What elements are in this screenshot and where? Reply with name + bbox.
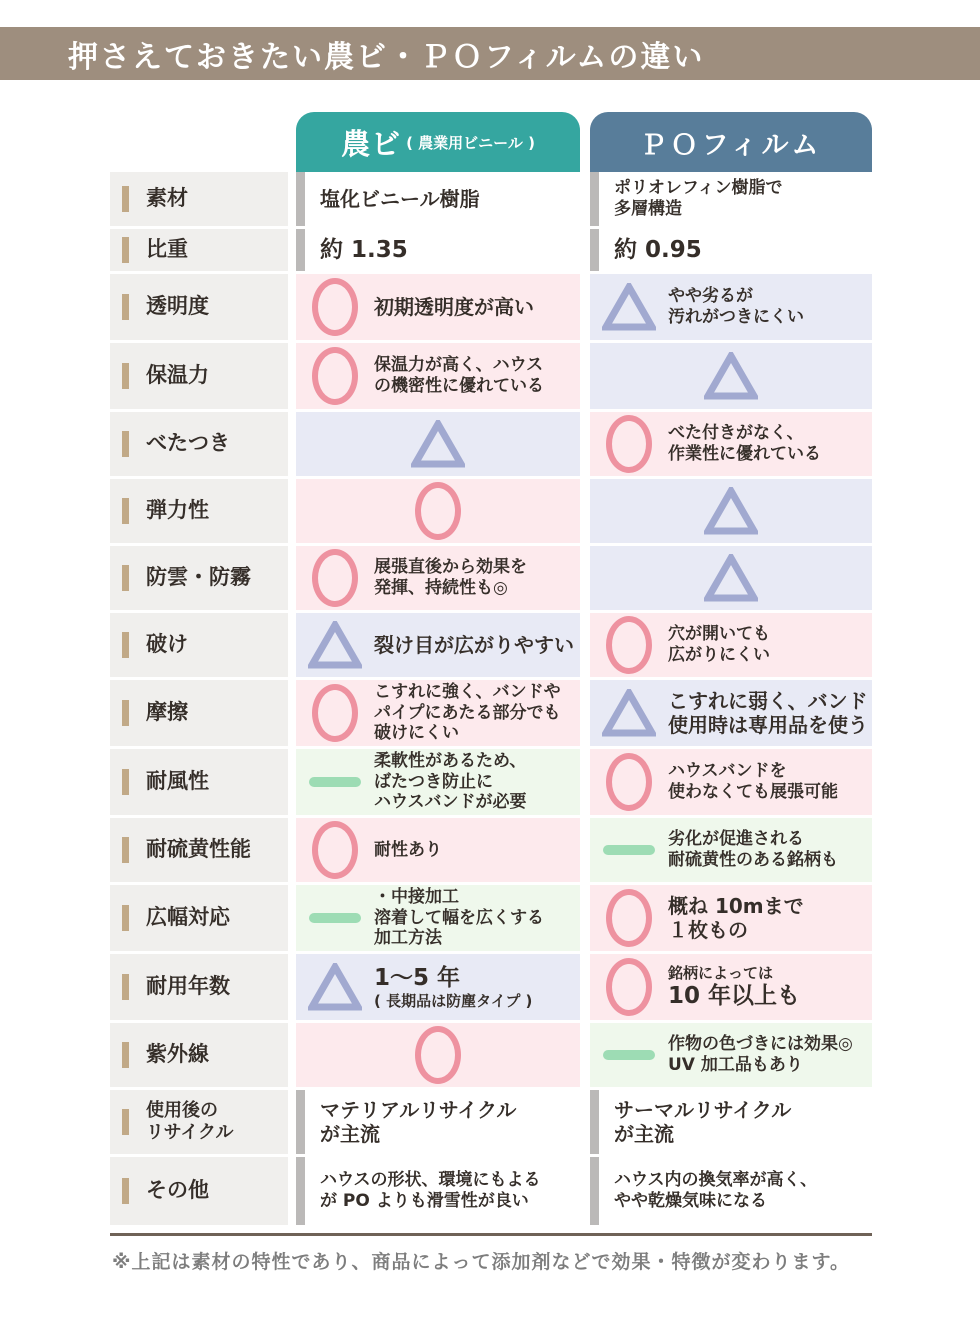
cell-po — [590, 412, 872, 476]
table-row — [110, 1157, 872, 1225]
cell-accent-bar — [590, 1157, 599, 1225]
dash-icon — [308, 913, 362, 923]
table-row — [110, 343, 872, 409]
cell-po — [590, 172, 872, 226]
circle-icon — [602, 415, 656, 473]
row-label-line: べたつき — [146, 431, 230, 456]
label-accent-bar — [122, 1042, 129, 1068]
cell-nobi — [296, 1157, 580, 1225]
cell-po — [590, 1090, 872, 1154]
cell-text — [374, 751, 527, 813]
row-label — [110, 1090, 288, 1154]
cell-text-line: やや乾燥気味になる — [614, 1191, 767, 1211]
tab-nobi-sublabel: ( 農業用ビニール ) — [406, 133, 535, 152]
cell-text-line: 約 1.35 — [320, 236, 408, 263]
circle-glyph — [606, 958, 652, 1016]
row-label-text — [146, 237, 188, 262]
cell-text — [668, 964, 800, 1010]
circle-glyph — [312, 278, 358, 336]
cell-po — [590, 343, 872, 409]
cell-text — [374, 840, 442, 861]
cell-po — [590, 229, 872, 271]
cell-text-line: 劣化が促進される — [668, 829, 804, 850]
cell-nobi — [296, 229, 580, 271]
cell-text-line: 作業性に優れている — [668, 444, 821, 464]
row-label-line: 弾力性 — [146, 498, 209, 523]
cell-text — [374, 295, 534, 319]
cell-nobi — [296, 412, 580, 476]
label-accent-bar — [122, 186, 129, 212]
cell-text-line: ハウスの形状、環境にもよる — [320, 1170, 541, 1191]
cell-text-line: サーマルリサイクル — [614, 1097, 792, 1122]
circle-icon — [602, 958, 656, 1016]
cell-text — [668, 624, 770, 665]
table-row — [110, 274, 872, 340]
circle-icon — [308, 821, 362, 879]
circle-icon — [308, 347, 362, 405]
cell-text-line: の機密性に優れている — [374, 376, 544, 396]
label-accent-bar — [122, 1178, 129, 1204]
label-accent-bar — [122, 905, 129, 931]
cell-po — [590, 479, 872, 543]
cell-nobi — [296, 1090, 580, 1154]
table-row — [110, 172, 872, 226]
cell-text — [374, 682, 561, 744]
row-label-text — [146, 186, 188, 211]
dash-glyph — [603, 1050, 655, 1060]
dash-glyph — [309, 913, 361, 923]
cell-text — [668, 423, 821, 464]
tab-po-label: ＰＯフィルム — [639, 129, 823, 161]
table-row — [110, 479, 872, 543]
dash-icon — [602, 845, 656, 855]
cell-nobi — [296, 680, 580, 746]
circle-glyph — [415, 1026, 461, 1084]
table-row — [110, 818, 872, 882]
cell-text — [374, 887, 544, 949]
row-label — [110, 274, 288, 340]
table-row — [110, 749, 872, 815]
label-accent-bar — [122, 363, 129, 389]
triangle-icon — [308, 621, 362, 669]
row-label — [110, 229, 288, 271]
cell-accent-bar — [590, 229, 599, 271]
cell-text-line: ハウス内の換気率が高く、 — [614, 1170, 818, 1191]
table-row — [110, 680, 872, 746]
row-label-line: 比重 — [146, 237, 188, 262]
cell-po — [590, 749, 872, 815]
circle-glyph — [606, 889, 652, 947]
cell-po — [590, 680, 872, 746]
cell-accent-bar — [296, 229, 305, 271]
tab-nobi — [296, 112, 580, 172]
circle-icon — [411, 1026, 465, 1084]
cell-po — [590, 546, 872, 610]
row-label-text — [146, 565, 251, 590]
cell-text-line: が主流 — [614, 1122, 674, 1146]
column-headers — [296, 112, 980, 172]
row-label-text — [146, 294, 209, 319]
cell-text-line: やや劣るが — [668, 286, 753, 307]
dash-glyph — [603, 845, 655, 855]
cell-po — [590, 818, 872, 882]
cell-text-line: 銘柄によっては — [668, 963, 774, 982]
cell-text — [374, 633, 574, 657]
cell-text-line: が主流 — [320, 1122, 380, 1146]
cell-text-line: 保温力が高く、ハウス — [374, 355, 544, 376]
row-label-line: 透明度 — [146, 294, 209, 319]
dash-icon — [602, 1050, 656, 1060]
row-label — [110, 172, 288, 226]
cell-text-line: マテリアルリサイクル — [320, 1097, 517, 1122]
cell-text — [668, 689, 868, 738]
table-row — [110, 412, 872, 476]
cell-po — [590, 274, 872, 340]
cell-text-line: 破けにくい — [374, 723, 459, 744]
row-label-line: 保温力 — [146, 363, 209, 388]
cell-nobi — [296, 1023, 580, 1087]
cell-text — [614, 236, 702, 264]
row-label-text — [146, 1178, 209, 1203]
row-label — [110, 885, 288, 951]
table-row — [110, 546, 872, 610]
cell-text — [668, 894, 804, 943]
tab-po — [590, 112, 872, 172]
table-row — [110, 1023, 872, 1087]
cell-text — [374, 557, 527, 598]
circle-icon — [308, 684, 362, 742]
cell-text-line: こすれに弱く、バンド — [668, 688, 868, 713]
row-label-text — [146, 700, 188, 725]
cell-text-line: べた付きがなく、 — [668, 423, 804, 444]
row-label-text — [146, 363, 209, 388]
cell-text-line: 溶着して幅を広くする — [374, 907, 544, 928]
cell-text-line: 10 年以上も — [668, 983, 801, 1010]
cell-text-line: 約 0.95 — [614, 236, 702, 263]
comparison-table — [110, 172, 872, 1225]
row-label — [110, 749, 288, 815]
row-label — [110, 680, 288, 746]
label-accent-bar — [122, 1109, 129, 1135]
row-label — [110, 343, 288, 409]
cell-po — [590, 1023, 872, 1087]
cell-text — [668, 286, 804, 327]
cell-text-line: 加工方法 — [374, 928, 442, 949]
cell-text-line: 裂け目が広がりやすい — [374, 632, 574, 657]
circle-glyph — [415, 482, 461, 540]
cell-nobi — [296, 172, 580, 226]
cell-text-line: UV 加工品もあり — [668, 1055, 803, 1075]
row-label-text — [146, 632, 188, 657]
row-label-line: 耐風性 — [146, 769, 209, 794]
cell-text-line: 使わなくても展張可能 — [668, 782, 838, 802]
row-label — [110, 954, 288, 1020]
triangle-icon — [411, 420, 465, 468]
row-label-line: 紫外線 — [146, 1042, 209, 1067]
triangle-icon — [704, 352, 758, 400]
table-row — [110, 229, 872, 271]
cell-po — [590, 954, 872, 1020]
row-label — [110, 546, 288, 610]
footnote: ※上記は素材の特性であり、商品によって添加剤などで効果・特徴が変わります。 — [112, 1251, 850, 1273]
cell-nobi — [296, 274, 580, 340]
cell-text-line: 広がりにくい — [668, 645, 770, 665]
cell-text-line: が PO よりも滑雪性が良い — [320, 1191, 529, 1211]
circle-icon — [602, 616, 656, 674]
cell-po — [590, 885, 872, 951]
row-label-text — [146, 837, 251, 862]
cell-nobi — [296, 818, 580, 882]
cell-nobi — [296, 885, 580, 951]
cell-text-line: 展張直後から効果を — [374, 557, 527, 578]
label-accent-bar — [122, 837, 129, 863]
cell-nobi — [296, 546, 580, 610]
circle-icon — [308, 549, 362, 607]
cell-text — [320, 1170, 541, 1211]
cell-text-line: 耐性あり — [374, 839, 442, 860]
label-accent-bar — [122, 498, 129, 524]
cell-text-line: 発揮、持続性も◎ — [374, 578, 508, 598]
row-label-line: 耐用年数 — [146, 974, 230, 999]
row-label-text — [146, 974, 230, 999]
cell-text — [374, 964, 532, 1010]
row-label-line: 破け — [146, 632, 188, 657]
tab-nobi-label: 農ビ — [341, 126, 402, 161]
table-row — [110, 885, 872, 951]
cell-text-line: 穴が開いても — [668, 624, 770, 645]
row-label-line: 耐硫黄性能 — [146, 837, 251, 862]
row-label — [110, 479, 288, 543]
cell-nobi — [296, 343, 580, 409]
cell-po — [590, 1157, 872, 1225]
row-label-text — [146, 905, 230, 930]
row-label-line: その他 — [146, 1178, 209, 1203]
triangle-icon — [308, 963, 362, 1011]
cell-text-line: ポリオレフィン樹脂で — [614, 178, 783, 199]
cell-text-line: 塩化ビニール樹脂 — [320, 186, 480, 211]
circle-icon — [411, 482, 465, 540]
row-label — [110, 1157, 288, 1225]
cell-text — [374, 355, 544, 396]
circle-icon — [602, 889, 656, 947]
cell-text-line: ハウスバンドが必要 — [374, 792, 527, 813]
cell-accent-bar — [296, 1090, 305, 1154]
label-accent-bar — [122, 700, 129, 726]
row-label-line: 素材 — [146, 186, 188, 211]
cell-text — [614, 178, 782, 219]
row-label — [110, 1023, 288, 1087]
page-title: 押さえておきたい農ビ・ＰＯフィルムの違い — [68, 39, 705, 75]
cell-accent-bar — [296, 172, 305, 226]
label-accent-bar — [122, 974, 129, 1000]
triangle-icon — [602, 283, 656, 331]
cell-text-line: パイプにあたる部分でも — [374, 702, 561, 723]
row-label-line: 防雲・防霧 — [146, 565, 251, 590]
circle-glyph — [312, 347, 358, 405]
circle-glyph — [606, 753, 652, 811]
row-label — [110, 613, 288, 677]
cell-text-line: 多層構造 — [614, 199, 682, 219]
cell-text-line: 1～5 年 — [374, 964, 461, 991]
cell-text-line: 汚れがつきにくい — [668, 307, 804, 327]
circle-glyph — [312, 684, 358, 742]
cell-nobi — [296, 479, 580, 543]
table-row — [110, 613, 872, 677]
cell-text-line: ( 長期品は防塵タイプ ) — [374, 991, 533, 1010]
cell-text — [614, 1098, 791, 1147]
circle-glyph — [606, 616, 652, 674]
dash-glyph — [309, 777, 361, 787]
circle-glyph — [312, 549, 358, 607]
row-label-text — [146, 1100, 233, 1143]
triangle-icon — [704, 487, 758, 535]
label-accent-bar — [122, 632, 129, 658]
cell-accent-bar — [296, 1157, 305, 1225]
cell-text-line: 作物の色づきには効果◎ — [668, 1034, 853, 1055]
cell-text — [668, 761, 838, 802]
cell-text-line: ハウスバンドを — [668, 761, 787, 782]
circle-glyph — [312, 821, 358, 879]
table-row — [110, 1090, 872, 1154]
cell-accent-bar — [590, 1090, 599, 1154]
row-label — [110, 818, 288, 882]
label-accent-bar — [122, 294, 129, 320]
cell-text-line: ばたつき防止に — [374, 771, 493, 792]
cell-text-line: こすれに強く、バンドや — [374, 681, 561, 702]
cell-text-line: 概ね 10mまで — [668, 893, 804, 918]
cell-text-line: １枚もの — [668, 918, 748, 942]
cell-text-line: 柔軟性があるため、 — [374, 750, 527, 771]
cell-po — [590, 613, 872, 677]
cell-text-line: 使用時は専用品を使う — [668, 713, 868, 737]
cell-text — [668, 829, 838, 870]
row-label-line: 摩擦 — [146, 700, 188, 725]
title-band — [0, 27, 980, 80]
cell-text-line: 初期透明度が高い — [374, 294, 534, 319]
row-label-line: 広幅対応 — [146, 905, 230, 930]
cell-text-line: ・中接加工 — [374, 886, 459, 907]
circle-glyph — [606, 415, 652, 473]
cell-text — [320, 187, 480, 211]
triangle-icon — [704, 554, 758, 602]
cell-text — [320, 1098, 516, 1147]
label-accent-bar — [122, 565, 129, 591]
footer-divider — [110, 1233, 872, 1274]
row-label-line: リサイクル — [146, 1122, 234, 1143]
cell-nobi — [296, 749, 580, 815]
cell-nobi — [296, 613, 580, 677]
row-label — [110, 412, 288, 476]
circle-icon — [308, 278, 362, 336]
circle-icon — [602, 753, 656, 811]
cell-text — [668, 1034, 853, 1075]
triangle-icon — [602, 689, 656, 737]
cell-nobi — [296, 954, 580, 1020]
table-row — [110, 954, 872, 1020]
cell-accent-bar — [590, 172, 599, 226]
row-label-text — [146, 1042, 209, 1067]
cell-text — [320, 236, 408, 264]
row-label-text — [146, 769, 209, 794]
row-label-text — [146, 431, 230, 456]
cell-text — [614, 1170, 817, 1211]
label-accent-bar — [122, 237, 129, 263]
cell-text-line: 耐硫黄性のある銘柄も — [668, 850, 838, 870]
label-accent-bar — [122, 431, 129, 457]
label-accent-bar — [122, 769, 129, 795]
row-label-text — [146, 498, 209, 523]
row-label-line: 使用後の — [146, 1100, 218, 1122]
dash-icon — [308, 777, 362, 787]
